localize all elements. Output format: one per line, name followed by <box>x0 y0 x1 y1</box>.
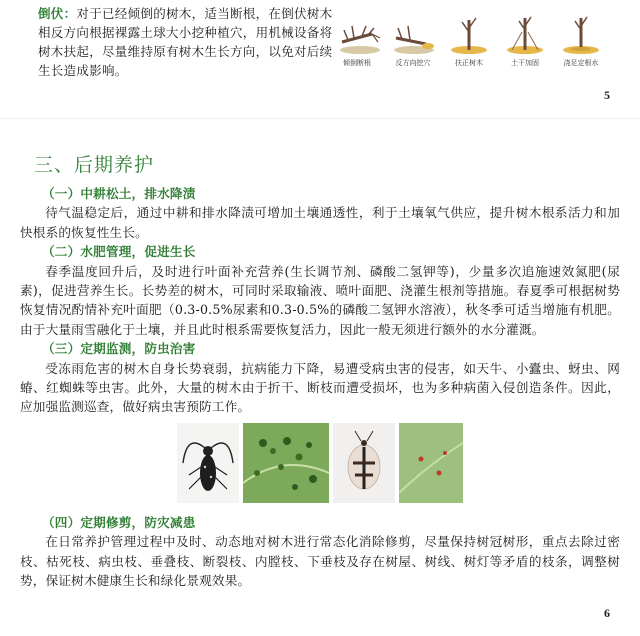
subsection-1-heading: （一）中耕松土，排水降渍 <box>42 186 196 201</box>
subsection-2-heading: （二）水肥管理，促进生长 <box>42 244 196 260</box>
lodging-paragraph <box>38 4 338 80</box>
step-5 <box>554 12 608 84</box>
step-1-caption: 倾倒断根 <box>343 59 371 67</box>
step-4-caption: 土干加固 <box>511 59 539 67</box>
subsection-4-body: 在日常养护管理过程中及时、动态地对树木进行常态化消除修剪，尽量保持树冠树形，重点去除过密枝、枯死枝、病虫枝、垂叠枝、断裂枝、内膛枝、下垂枝及存在树屋、树线、树灯等矛盾的枝条，调整树势，保证树木健康生长和绿化景观效果。 <box>20 534 620 589</box>
upright-tree-illustration <box>444 12 494 56</box>
tree-righting-steps <box>330 12 600 82</box>
subsection-4-heading: （四）定期修剪，防灾减患 <box>42 514 196 530</box>
lodging-text: 对于已经倾倒的树木，适当断根，在倒伏树木相反方向根据裸露土球大小挖种植穴，用机械设备将树木扶起，尽量维持原有树木生长方向，以免对后续生长造成影响。 <box>38 6 333 78</box>
subsection-1-body: 待气温稳定后，通过中耕和排水降渍可增加土壤通透性，利于土壤氧气供应，提升树木根系活力和加快根系的恢复性生长。 <box>20 205 620 240</box>
step-5-caption: 浇足定根水 <box>563 59 599 67</box>
step-1 <box>330 12 384 84</box>
fallen-tree-illustration <box>332 12 382 56</box>
longhorn-beetle-photo <box>177 423 239 503</box>
section-title: 三、后期养护 <box>34 154 155 176</box>
red-spider-mite-photo <box>399 423 463 503</box>
step-2 <box>386 12 440 84</box>
lace-bug-photo <box>333 423 395 503</box>
lodging-label: 倒伏： <box>38 6 77 21</box>
previous-page-fragment <box>0 0 640 119</box>
step-2-caption: 反方向挖穴 <box>395 59 431 67</box>
reinforce-tree-illustration <box>500 12 550 56</box>
subsection-3-heading: （三）定期监测，防虫治害 <box>42 341 196 357</box>
step-3-caption: 扶正树木 <box>455 59 483 67</box>
section-content <box>20 184 620 591</box>
step-4 <box>498 12 552 84</box>
subsection-3-body: 受冻雨危害的树木自身长势衰弱，抗病能力下降，易遭受病虫害的侵害，如天牛、小蠹虫、蚜虫、网蝽、红蜘蛛等虫害。此外，大量的树木由于折干、断枝而遭受损坏，也为多种病菌入侵创造条件。因此，应加强监测巡查，做好病虫害预防工作。 <box>20 360 620 415</box>
pest-photos <box>20 423 620 503</box>
subsection-2-body: 春季温度回升后，及时进行叶面补充营养(生长调节剂、磷酸二氢钾等)，少量多次追施速效氮肥(尿素)，促进营养生长。长势差的树木，可同时采取输液、喷叶面肥、浇灌生根剂等措施。春夏季可根据树势恢复情况酌情补充叶面肥（0.3-0.5%尿素和0.3-0.5%的磷酸二氢钾水溶液），秋冬季可适当增施有机肥。由于大量雨雪融化于土壤，并且此时根系需要恢复活力，因此一般无须进行额外的水分灌溉。 <box>20 263 620 337</box>
dig-pit-illustration <box>388 12 438 56</box>
step-3 <box>442 12 496 84</box>
water-tree-illustration <box>556 12 606 56</box>
aphid-photo <box>243 423 329 503</box>
page-number-6: 6 <box>604 606 610 620</box>
page-number-5: 5 <box>604 88 610 102</box>
